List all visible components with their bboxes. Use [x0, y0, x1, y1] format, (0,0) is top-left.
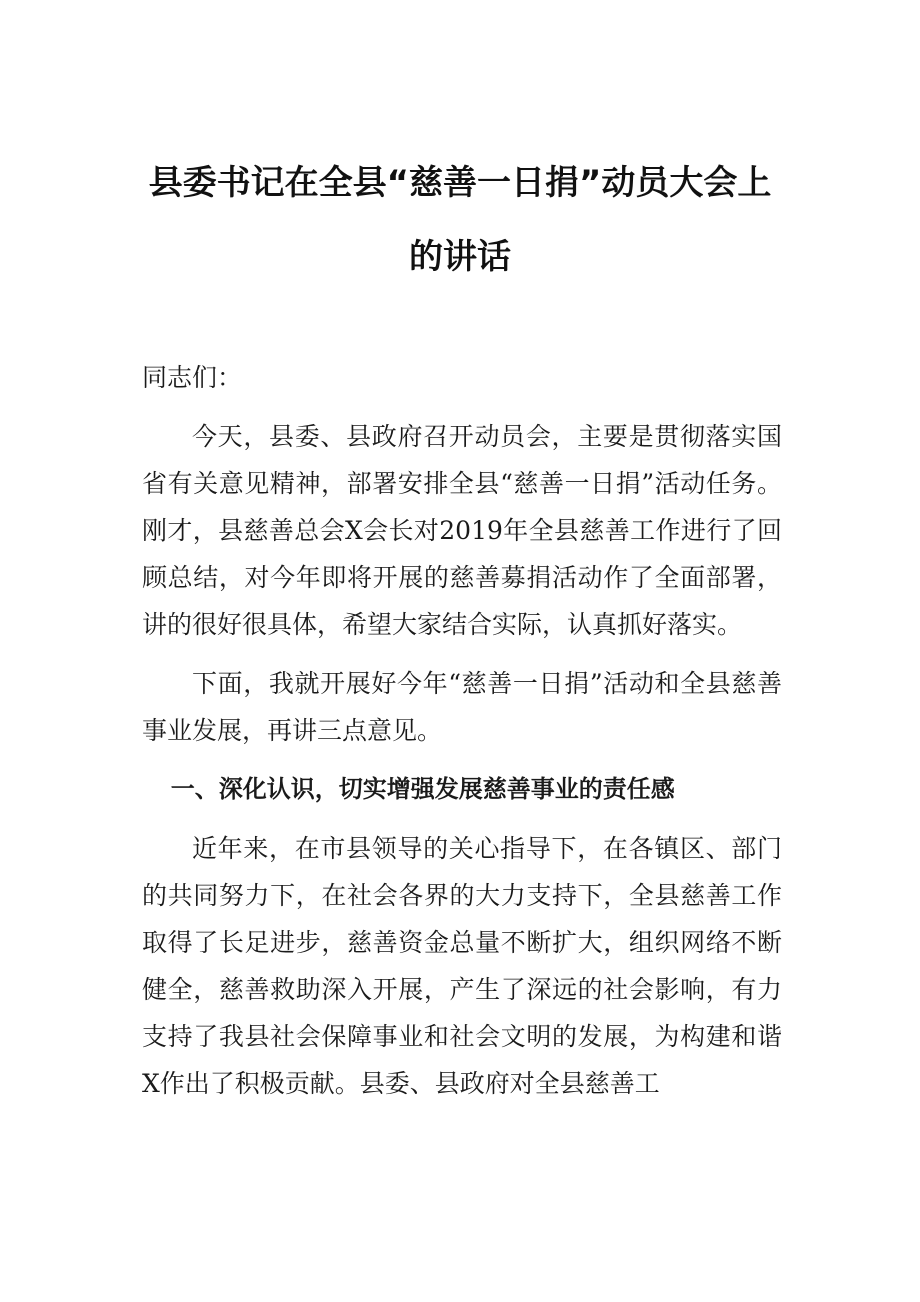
- paragraph-1: 今天，县委、县政府召开动员会，主要是贯彻落实国省有关意见精神，部署安排全县“慈善一日捐”活动任务。刚才，县慈善总会X会长对2019年全县慈善工作进行了回顾总结，对今年即将开展的慈善募捐活动作了全面部署，讲的很好很具体，希望大家结合实际，认真抓好落实。: [142, 422, 782, 639]
- section-paragraph-1: 近年来，在市县领导的关心指导下，在各镇区、部门的共同努力下，在社会各界的大力支持下，全县慈善工作取得了长足进步，慈善资金总量不断扩大，组织网络不断健全，慈善救助深入开展，产生了深远的社会影响，有力支持了我县社会保障事业和社会文明的发展，为构建和谐X作出了积极贡献。县委、县政府对全县慈善工: [142, 834, 782, 1098]
- document-body: [142, 354, 782, 1119]
- title-line-2: 的讲话: [409, 237, 511, 277]
- section-heading-1: 一、深化认识，切实增强发展慈善事业的责任感: [170, 775, 675, 803]
- paragraph-2: 下面，我就开展好今年“慈善一日捐”活动和全县慈善事业发展，再讲三点意见。: [142, 669, 782, 745]
- title-line-1: 县委书记在全县“慈善一日捐”动员大会上: [148, 163, 772, 203]
- document-title: [120, 146, 800, 294]
- salutation: 同志们：: [142, 363, 243, 392]
